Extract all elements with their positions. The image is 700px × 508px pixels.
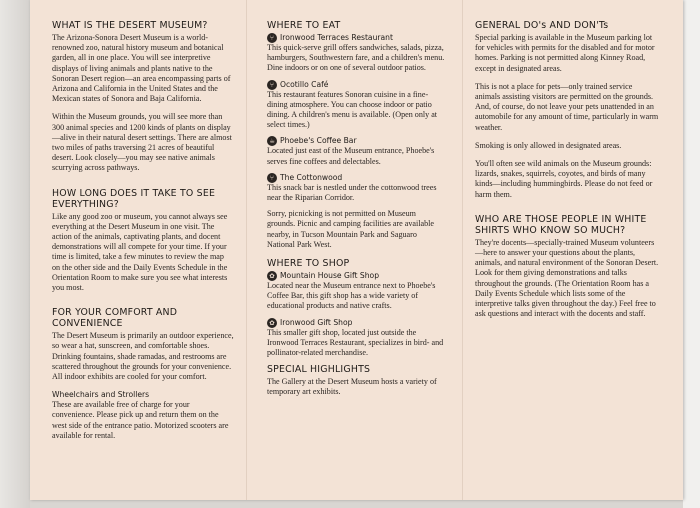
shop-entry-text: Located near the Museum entrance next to Phoebe's Coffee Bar, this gift shop has a wide variety of educational products and native crafts. — [267, 281, 436, 311]
special-highlights-paragraph: The Gallery at the Desert Museum hosts a variety of temporary art exhibits. — [267, 377, 437, 397]
how-long-paragraph: Like any good zoo or museum, you cannot always see everything at the Desert Museum in one visit. The action of the animals, captivating plants, and docent demonstrations will all compete for your time. If your time is limited, take a few minutes to review the map on the other side and the Daily Events Schedule in the Orientation Room to make sure you see what interests you most. — [52, 211, 228, 293]
fold-line — [246, 0, 247, 500]
left-margin-strip — [0, 0, 30, 508]
fork-knife-icon: ⑂ — [267, 173, 277, 183]
shop-entry-text: This smaller gift shop, located just outside the Ironwood Terraces Restaurant, specializes in bird- and pollinator-related merchandise. — [267, 327, 444, 358]
what-paragraph-2: Within the Museum grounds, you will see more than 300 animal species and 1200 kinds of plants on display—alive in their natural desert settings. There are almost two miles of paths traversing 21 acres of beautiful desert. Look closely—you may see native animals scurrying across pathways. — [52, 112, 232, 173]
shop-entry-title: Ironwood Gift Shop — [280, 317, 353, 327]
gift-shop-icon: ✿ — [267, 318, 277, 328]
where-to-shop-heading: WHERE TO SHOP — [267, 258, 350, 270]
eat-entry-text: This restaurant features Sonoran cuisine in a fine-dining atmosphere. You can choose indoor or patio dining. A children's menu is available. (Open only at select times.) — [267, 89, 438, 130]
dos-paragraph-2: This is not a place for pets—only trained service animals assisting visitors are permitted on the grounds. And, of course, do not leave your pets unattended in an automobile for any amount of time, particularly in warm weather. — [475, 81, 659, 132]
fork-knife-icon: ⑂ — [267, 33, 277, 43]
dos-paragraph-1: Special parking is available in the Museum parking lot for vehicles with permits for the disabled and for motor homes. Parking is not permitted along Kinney Road, except in designated areas. — [475, 33, 655, 73]
column-middle — [267, 20, 446, 406]
brochure-page — [30, 0, 683, 500]
eat-entry-title: Phoebe's Coffee Bar — [280, 136, 357, 146]
fork-knife-icon: ⑂ — [267, 80, 277, 90]
what-heading: WHAT IS THE DESERT MUSEUM? — [52, 20, 208, 31]
docents-paragraph: They're docents—specially-trained Museum volunteers—here to answer your questions about the plants, animals, and natural environment of the Sonoran Desert. Look for them giving demonstrations and talks throughout the grounds. (The Orientation Room has a Daily Events Schedule which lists some of the interpretive talks given throughout the day.) Feel free to ask questions and interact with the docents and staff. — [475, 237, 659, 319]
eat-entry — [267, 136, 446, 166]
what-paragraph-1: The Arizona-Sonora Desert Museum is a world-renowned zoo, natural history museum and botanical garden, all in one place. You will see interpretive displays of living animals and plants native to the Sonoran Desert region—an area encompassing parts of Arizona and California in the United States and the Mexican states of Sonora and Baja California. — [52, 33, 231, 104]
eat-entry — [267, 80, 446, 131]
special-highlights-heading: SPECIAL HIGHLIGHTS — [267, 364, 371, 376]
comfort-heading: FOR YOUR COMFORT AND CONVENIENCE — [52, 307, 178, 330]
how-long-heading: HOW LONG DOES IT TAKE TO SEE EVERYTHING? — [52, 187, 216, 210]
dos-paragraph-4: You'll often see wild animals on the Museum grounds: lizards, snakes, squirrels, coyotes, and birds of many kinds—including hummingbirds. Please do not feed or harm them. — [475, 159, 653, 199]
docents-heading: WHO ARE THOSE PEOPLE IN WHITE SHIRTS WHO KNOW SO MUCH? — [475, 213, 647, 236]
coffee-cup-icon: ☕ — [267, 136, 277, 146]
shop-entry-title: Mountain House Gift Shop — [280, 271, 380, 281]
fold-line — [462, 0, 463, 500]
dos-donts-heading: GENERAL DO's AND DON'Ts — [475, 20, 609, 31]
column-right — [475, 20, 659, 327]
wheelchairs-paragraph: These are available free of charge for your convenience. Please pick up and return them on the west side of the entrance patio. Motorized scooters are available for rental. — [52, 400, 229, 440]
eat-entry-title: Ironwood Terraces Restaurant — [280, 33, 393, 42]
eat-entry-text: Located just east of the Museum entrance, Phoebe's serves fine coffees and delectables. — [267, 146, 435, 166]
eat-entry — [267, 173, 446, 203]
eat-entry-title: Ocotillo Café — [280, 79, 329, 89]
picnic-paragraph: Sorry, picnicking is not permitted on Museum grounds. Picnic and camping facilities are available nearby, in Tucson Mountain Park and Saguaro National Park West. — [267, 209, 434, 249]
dos-paragraph-3: Smoking is only allowed in designated areas. — [475, 140, 622, 150]
wheelchairs-heading: Wheelchairs and Strollers — [52, 390, 150, 400]
where-to-eat-heading: WHERE TO EAT — [267, 20, 341, 31]
eat-entry-title: The Cottonwood — [280, 172, 343, 182]
shop-entry — [267, 271, 446, 312]
right-margin-strip — [683, 0, 700, 508]
column-left — [52, 20, 234, 449]
gift-shop-icon: ✿ — [267, 271, 277, 281]
comfort-paragraph: The Desert Museum is primarily an outdoor experience, so wear a hat, sunscreen, and comfortable shoes. Drinking fountains, shade ramadas, and restrooms are scattered throughout the grounds for your convenience. All indoor exhibits are cooled for your comfort. — [52, 331, 234, 382]
eat-entry — [267, 33, 446, 74]
shop-entry — [267, 318, 446, 359]
eat-entry-text: This quick-serve grill offers sandwiches, salads, pizza, hamburgers, Southwestern fare, and a children's menu. Dine indoors or on one of several outdoor patios. — [267, 43, 445, 73]
eat-entry-text: This snack bar is nestled under the cottonwood trees near the Riparian Corridor. — [267, 182, 437, 203]
